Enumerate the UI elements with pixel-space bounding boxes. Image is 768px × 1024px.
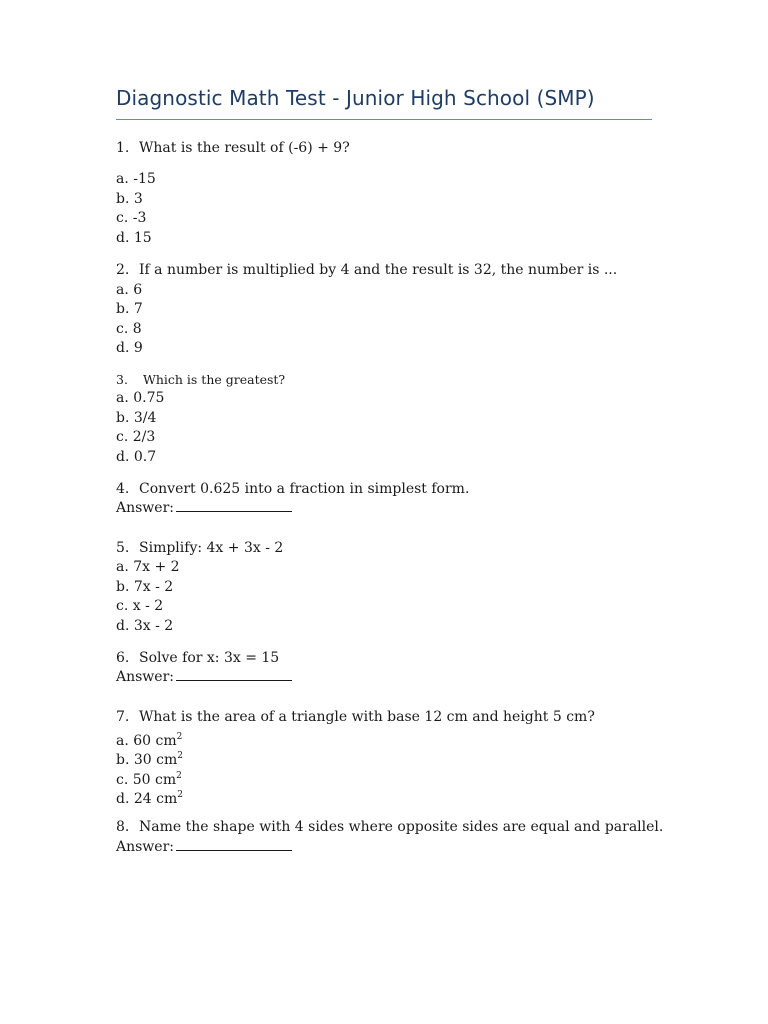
question-text: What is the result of (-6) + 9? bbox=[139, 140, 350, 156]
question-6 bbox=[116, 649, 279, 667]
option-5d: d. 3x - 2 bbox=[116, 618, 174, 634]
answer-label: Answer: bbox=[116, 669, 174, 685]
question-number: 8. bbox=[116, 819, 130, 835]
question-4 bbox=[116, 480, 469, 498]
answer-label: Answer: bbox=[116, 839, 174, 855]
option-3d: d. 0.7 bbox=[116, 449, 157, 465]
question-number: 5. bbox=[116, 540, 130, 556]
question-text: Solve for x: 3x = 15 bbox=[139, 650, 280, 666]
option-text: c. 50 cm bbox=[116, 772, 177, 788]
option-5c: c. x - 2 bbox=[116, 598, 164, 614]
option-2c: c. 8 bbox=[116, 321, 142, 337]
superscript: 2 bbox=[176, 732, 183, 742]
option-3a: a. 0.75 bbox=[116, 390, 165, 406]
question-text: If a number is multiplied by 4 and the result is 32, the number is ... bbox=[139, 262, 618, 278]
option-text: d. 24 cm bbox=[116, 791, 178, 807]
question-text: Which is the greatest? bbox=[143, 372, 286, 387]
option-text: a. 60 cm bbox=[116, 733, 177, 749]
option-7b bbox=[116, 747, 183, 769]
question-number: 3. bbox=[116, 372, 128, 387]
title-divider bbox=[116, 119, 652, 120]
superscript: 2 bbox=[177, 751, 183, 761]
option-2d: d. 9 bbox=[116, 340, 143, 356]
option-3c: c. 2/3 bbox=[116, 429, 156, 445]
option-5a: a. 7x + 2 bbox=[116, 559, 180, 575]
answer-blank[interactable] bbox=[176, 668, 292, 681]
question-number: 7. bbox=[116, 709, 130, 725]
answer-line-4 bbox=[116, 499, 292, 517]
option-3b: b. 3/4 bbox=[116, 410, 157, 426]
question-5 bbox=[116, 539, 283, 557]
question-number: 4. bbox=[116, 481, 130, 497]
question-3 bbox=[116, 371, 285, 389]
question-number: 1. bbox=[116, 140, 130, 156]
option-1d: d. 15 bbox=[116, 230, 152, 246]
question-text: Name the shape with 4 sides where opposite sides are equal and parallel. bbox=[139, 819, 664, 835]
page-title: Diagnostic Math Test - Junior High School (SMP) bbox=[116, 86, 595, 110]
answer-label: Answer: bbox=[116, 500, 174, 516]
option-2a: a. 6 bbox=[116, 282, 143, 298]
answer-line-6 bbox=[116, 668, 292, 686]
option-5b: b. 7x - 2 bbox=[116, 579, 174, 595]
answer-blank[interactable] bbox=[176, 838, 292, 851]
question-number: 2. bbox=[116, 262, 130, 278]
answer-line-8 bbox=[116, 838, 292, 856]
option-1a: a. -15 bbox=[116, 171, 156, 187]
option-7d bbox=[116, 786, 183, 808]
superscript: 2 bbox=[176, 771, 182, 781]
question-text: What is the area of a triangle with base 12 cm and height 5 cm? bbox=[139, 709, 595, 725]
question-7 bbox=[116, 708, 595, 726]
option-1b: b. 3 bbox=[116, 191, 143, 207]
question-8 bbox=[116, 818, 663, 836]
option-text: b. 30 cm bbox=[116, 752, 178, 768]
question-2 bbox=[116, 261, 617, 279]
option-2b: b. 7 bbox=[116, 301, 143, 317]
option-1c: c. -3 bbox=[116, 210, 147, 226]
question-1 bbox=[116, 139, 350, 157]
question-text: Convert 0.625 into a fraction in simplest form. bbox=[139, 481, 470, 497]
question-text: Simplify: 4x + 3x - 2 bbox=[139, 540, 284, 556]
superscript: 2 bbox=[177, 790, 183, 800]
question-number: 6. bbox=[116, 650, 130, 666]
answer-blank[interactable] bbox=[176, 499, 292, 512]
